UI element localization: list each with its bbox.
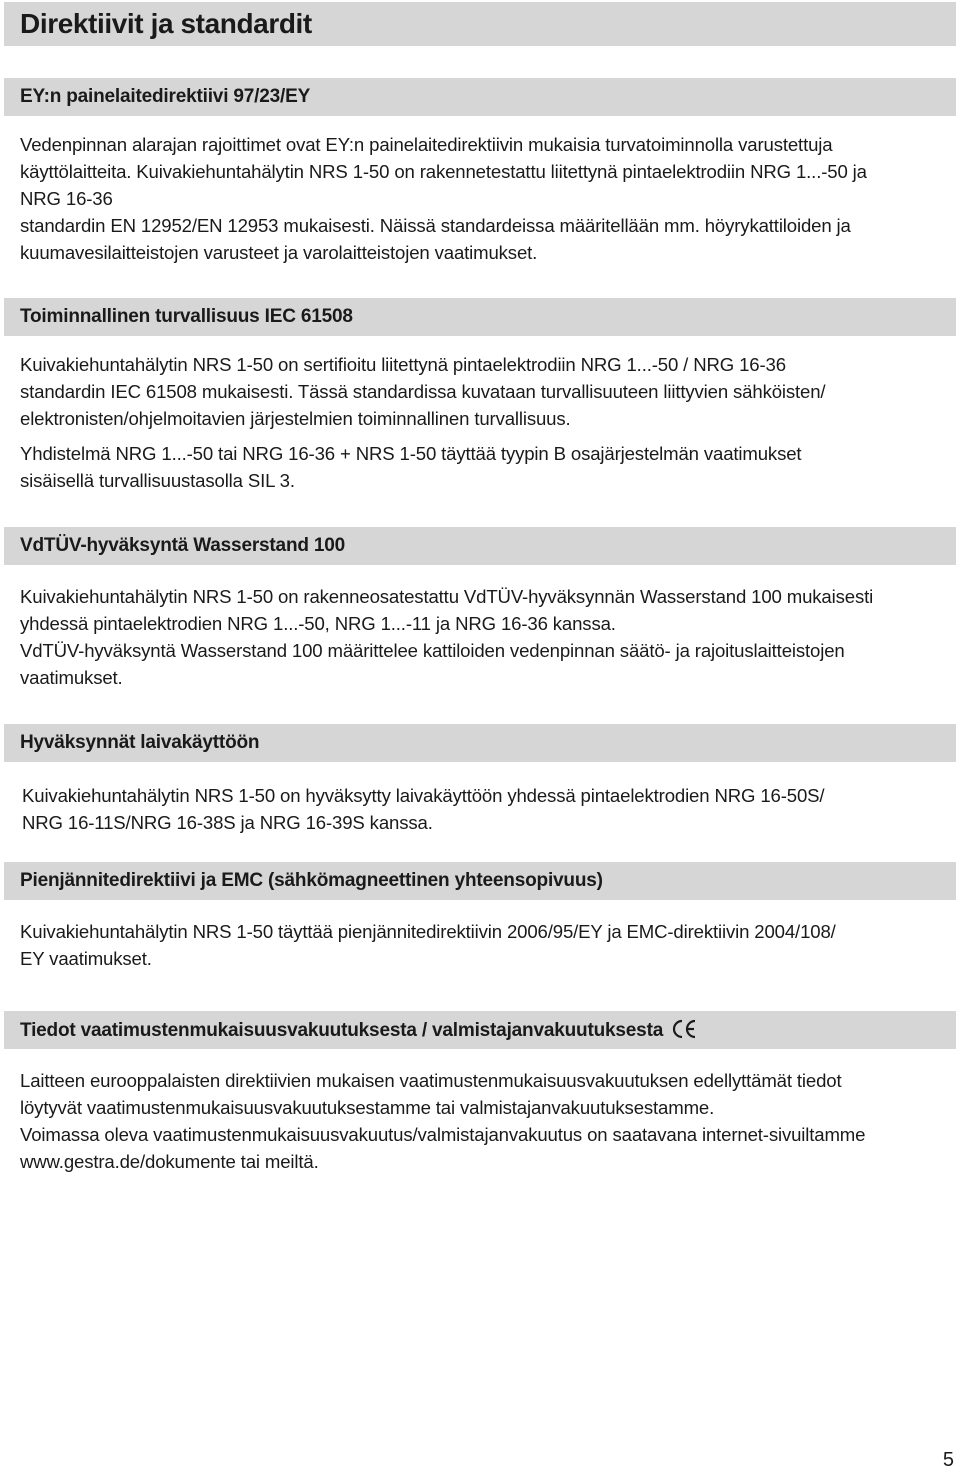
text-line: Yhdistelmä NRG 1...-50 tai NRG 16-36 + NRS 1-50 täyttää tyypin B osajärjestelmän vaatimukset [20,443,802,464]
text-line: Kuivakiehuntahälytin NRS 1-50 on hyväksytty laivakäyttöön yhdessä pintaelektrodien NRG 16-50S/ [22,785,825,806]
text-line: kuumavesilaitteistojen varusteet ja varolaitteistojen vaatimukset. [20,242,538,263]
page-number: 5 [942,1449,954,1471]
page-title: Direktiivit ja standardit [4,2,956,46]
text-line: EY vaatimukset. [20,948,152,969]
text-line: vaatimukset. [20,667,123,688]
text-line: NRG 16-36 [20,188,113,209]
ce-mark-icon [671,1019,697,1045]
text-line: VdTÜV-hyväksyntä Wasserstand 100 määrittelee kattiloiden vedenpinnan säätö- ja rajoituslaitteistojen [20,640,845,661]
text-line: käyttölaitteita. Kuivakiehuntahälytin NRS 1-50 on rakennetestattu liitettynä pintaelektrodiin NRG 1...-50 ja [20,161,867,182]
section-heading-declaration-of-conformity [4,1011,956,1049]
text-line: Voimassa oleva vaatimustenmukaisuusvakuutus/valmistajanvakuutus on saatavana internet-sivuiltamme [20,1124,866,1145]
text-line: yhdessä pintaelektrodien NRG 1...-50, NRG 1...-11 ja NRG 16-36 kanssa. [20,613,616,634]
text-line: elektronisten/ohjelmoitavien järjestelmien toiminnallinen turvallisuus. [20,408,571,429]
text-line: Kuivakiehuntahälytin NRS 1-50 on rakenneosatestattu VdTÜV-hyväksynnän Wasserstand 100 mukaisesti [20,586,874,607]
section-text-low-voltage-emc [20,918,955,972]
section-heading-pressure-directive: EY:n painelaitedirektiivi 97/23/EY [4,78,956,116]
text-line: www.gestra.de/dokumente tai meiltä. [20,1151,319,1172]
section-heading-text: Tiedot vaatimustenmukaisuusvakuutuksesta / valmistajanvakuutuksesta [20,1020,664,1041]
text-line: NRG 16-11S/NRG 16-38S ja NRG 16-39S kanssa. [22,812,433,833]
text-line: Kuivakiehuntahälytin NRS 1-50 on sertifioitu liitettynä pintaelektrodiin NRG 1...-50 / NRG 16-36 [20,354,786,375]
text-line: löytyvät vaatimustenmukaisuusvakuutuksestamme tai valmistajanvakuutuksestamme. [20,1097,715,1118]
section-heading-vdtuv-approval: VdTÜV-hyväksyntä Wasserstand 100 [4,527,956,565]
section-text-declaration-of-conformity [20,1067,955,1175]
section-text-pressure-directive [20,131,955,266]
text-line: Kuivakiehuntahälytin NRS 1-50 täyttää pienjännitedirektiivin 2006/95/EY ja EMC-direktiivin 2004/108/ [20,921,836,942]
section-heading-low-voltage-emc: Pienjännitedirektiivi ja EMC (sähkömagneettinen yhteensopivuus) [4,862,956,900]
section-text-functional-safety [20,351,955,494]
text-line: standardin EN 12952/EN 12953 mukaisesti. Näissä standardeissa määritellään mm. höyrykattiloiden ja [20,215,851,236]
text-line: Vedenpinnan alarajan rajoittimet ovat EY:n painelaitedirektiivin mukaisia turvatoiminnolla varustettuja [20,134,833,155]
section-heading-functional-safety: Toiminnallinen turvallisuus IEC 61508 [4,298,956,336]
section-heading-marine-approvals: Hyväksynnät laivakäyttöön [4,724,956,762]
section-text-vdtuv-approval [20,583,955,691]
section-text-marine-approvals [22,782,957,836]
text-line: standardin IEC 61508 mukaisesti. Tässä standardissa kuvataan turvallisuuteen liittyvien sähköisten/ [20,381,826,402]
text-line: Laitteen eurooppalaisten direktiivien mukaisen vaatimustenmukaisuusvakuutuksen edellyttämät tiedot [20,1070,842,1091]
text-line: sisäisellä turvallisuustasolla SIL 3. [20,470,295,491]
